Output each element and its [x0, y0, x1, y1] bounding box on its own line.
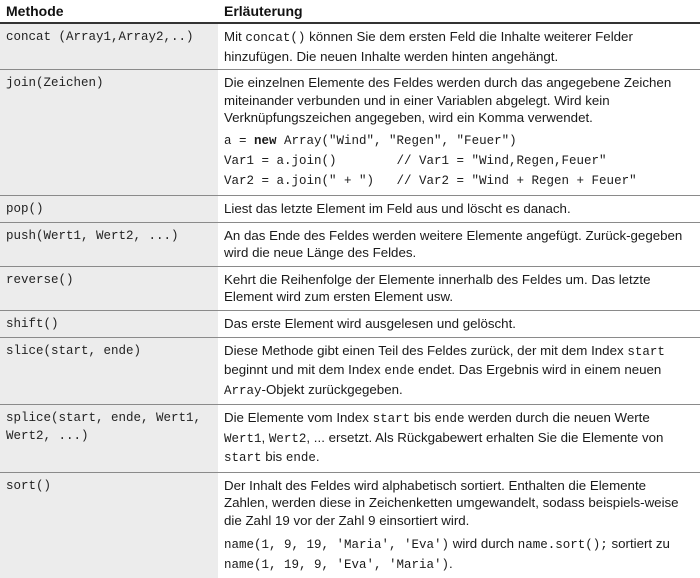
- text-segment: Diese Methode gibt einen Teil des Feldes zurück, der mit dem Index: [224, 342, 628, 358]
- description-text: [224, 227, 694, 262]
- text-segment: endet. Das Ergebnis wird in einem neuen: [414, 362, 662, 377]
- method-cell: shift(): [0, 310, 218, 337]
- description-text: [224, 28, 694, 65]
- description-cell: [218, 472, 700, 578]
- inline-code: Wert2: [268, 431, 307, 446]
- code-keyword: new: [254, 133, 277, 148]
- inline-code: a =: [224, 133, 255, 148]
- description-cell: [218, 405, 700, 473]
- text-segment: Liest das letzte Element im Feld aus und löscht es danach.: [224, 200, 571, 216]
- text-segment: Das erste Element wird ausgelesen und gelöscht.: [224, 315, 516, 331]
- table-body: [0, 23, 700, 578]
- method-cell: splice(start, ende, Wert1, Wert2, ...): [0, 405, 218, 473]
- inline-code: ende: [384, 364, 415, 378]
- inline-code: start: [372, 412, 411, 426]
- sort-example: [224, 535, 694, 574]
- table-row: [0, 195, 700, 222]
- text-segment: beginnt und mit dem Index: [224, 362, 385, 377]
- text-segment: -Objekt zurückgegeben.: [261, 381, 403, 397]
- method-cell: slice(start, ende): [0, 337, 218, 405]
- description-text: [224, 271, 694, 306]
- text-segment: bis: [410, 410, 435, 425]
- text-segment: .: [315, 449, 320, 464]
- description-text: [224, 342, 694, 401]
- column-header-methode: Methode: [6, 3, 64, 19]
- description-cell: [218, 266, 700, 310]
- text-segment: Der Inhalt des Feldes wird alphabetisch sortiert. Enthalten die Elemente Zahlen, werden diese in Zeichenketten umgewandelt, sodass beispiels-weise die Zahl 19 vor der Zahl 9 einsortiert wird.: [224, 477, 679, 528]
- code-line: [224, 151, 694, 171]
- text-segment: Kehrt die Reihenfolge der Elemente innerhalb des Feldes um. Das letzte Element wird zum ersten Element usw.: [224, 271, 651, 304]
- description-text: [224, 200, 694, 218]
- description-cell: [218, 195, 700, 222]
- inline-code: ende: [434, 412, 465, 426]
- method-cell: pop(): [0, 195, 218, 222]
- inline-code: start: [224, 451, 262, 465]
- description-cell: [218, 222, 700, 266]
- inline-code: name(1, 19, 9, 'Eva', 'Maria'): [224, 557, 450, 572]
- description-cell: [218, 310, 700, 337]
- description-text: [224, 74, 694, 127]
- text-segment: Mit: [224, 29, 246, 44]
- method-cell: push(Wert1, Wert2, ...): [0, 222, 218, 266]
- code-example: [224, 131, 694, 191]
- description-cell: [218, 23, 700, 70]
- description-text: [224, 477, 694, 530]
- text-segment: ,: [261, 429, 269, 445]
- description-text: [224, 315, 694, 333]
- inline-code: name(1, 9, 19, 'Maria', 'Eva'): [224, 538, 450, 552]
- table-row: [0, 310, 700, 337]
- inline-code: Var1 = a.join() // Var1 = "Wind,Regen,Feuer": [224, 153, 607, 168]
- inline-code: Var2 = a.join(" + ") // Var2 = "Wind + Regen + Feuer": [224, 173, 637, 188]
- method-cell: sort(): [0, 472, 218, 578]
- inline-code: ende: [285, 451, 316, 465]
- description-text: [224, 409, 694, 468]
- table-row: [0, 266, 700, 310]
- inline-code: name.sort();: [517, 538, 608, 552]
- inline-code: Array: [224, 383, 262, 398]
- text-segment: werden durch die neuen Werte: [464, 410, 650, 425]
- description-cell: [218, 70, 700, 196]
- table-row: [0, 70, 700, 196]
- inline-code: Wert1: [224, 431, 262, 446]
- table-row: [0, 337, 700, 405]
- text-segment: sortiert zu: [607, 536, 670, 551]
- text-segment: .: [449, 555, 453, 571]
- table-row: [0, 405, 700, 473]
- text-segment: Die einzelnen Elemente des Feldes werden durch das angegebene Zeichen miteinander verbunden und in einer Variablen abgelegt. Wird kein Verknüpfungszeichen angegeben, wird ein Komma verwendet.: [224, 75, 672, 125]
- column-header-erlaeuterung: Erläuterung: [224, 3, 303, 19]
- code-line: [224, 171, 694, 191]
- text-segment: wird durch: [449, 536, 518, 551]
- text-segment: können Sie dem ersten Feld die Inhalte weiterer Felder hinzufügen. Die neuen Inhalte werden hinten angehängt.: [224, 29, 633, 64]
- code-line: [224, 131, 694, 151]
- table-row: [0, 23, 700, 70]
- text-segment: Die Elemente vom Index: [224, 410, 373, 425]
- text-segment: , ... ersetzt. Als Rückgabewert erhalten Sie die Elemente von: [306, 429, 664, 445]
- description-cell: [218, 337, 700, 405]
- method-cell: reverse(): [0, 266, 218, 310]
- text-segment: bis: [261, 449, 286, 464]
- method-cell: concat (Array1,Array2,..): [0, 23, 218, 70]
- table-row: [0, 222, 700, 266]
- table-row: [0, 472, 700, 578]
- table-header-row: [0, 0, 700, 23]
- inline-code: start: [627, 344, 665, 359]
- inline-code: concat(): [245, 31, 306, 45]
- inline-code: Array("Wind", "Regen", "Feuer"): [276, 133, 517, 148]
- text-segment: An das Ende des Feldes werden weitere Elemente angefügt. Zurück-gegeben wird die neue Länge des Feldes.: [224, 227, 683, 260]
- method-cell: join(Zeichen): [0, 70, 218, 196]
